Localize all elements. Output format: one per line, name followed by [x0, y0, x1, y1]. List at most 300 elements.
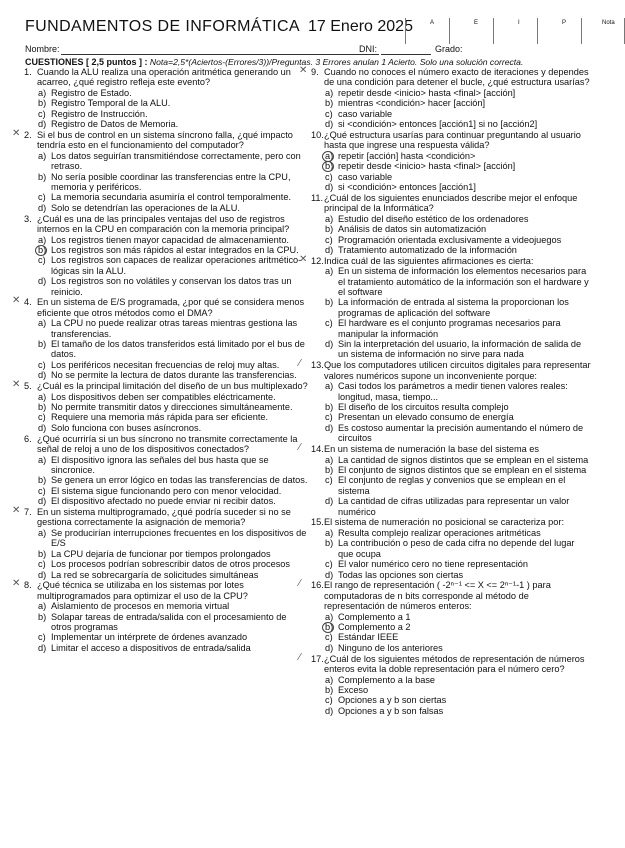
option-text: Se producirían interrupciones frecuentes en los dispositivos de E/S: [51, 527, 307, 549]
option-letter: b): [38, 171, 47, 182]
option-letter: a): [325, 150, 334, 161]
question-text: Que los computadores utilicen circuitos digitales para representar valores numéricos supone un inconveniente porque:: [324, 360, 591, 381]
option-letter: a): [38, 601, 47, 612]
question-4: [12, 295, 308, 381]
question-8: [12, 578, 308, 653]
option-letter: b): [38, 98, 47, 109]
option-text: No permite transmitir datos y direcciones simultáneamente.: [51, 402, 293, 412]
option-text: Registro de Estado.: [51, 87, 132, 98]
answer-option[interactable]: [311, 88, 591, 98]
answer-option[interactable]: [24, 98, 308, 108]
option-letter: d): [325, 244, 334, 255]
question-number: 7.: [24, 507, 32, 518]
option-text: Limitar el acceso a dispositivos de entrada/salida: [51, 642, 251, 653]
cuestiones-label: CUESTIONES [ 2,5 puntos ] :: [25, 57, 148, 67]
question-9: [299, 65, 591, 130]
option-text: Los registros son más rápidos al estar integrados en la CPU.: [51, 244, 299, 255]
question-6: [24, 434, 308, 507]
question-17: [299, 651, 591, 716]
question-stem: [311, 517, 591, 527]
grade-box: [405, 18, 625, 44]
question-number: 11.: [311, 192, 324, 203]
question-number: 6.: [24, 433, 32, 444]
answer-option[interactable]: [24, 360, 308, 370]
question-number: 2.: [24, 129, 32, 140]
question-text: Si el bus de control en un sistema síncrono falla, ¿qué impacto tendría esto en el funcionamiento del computador?: [37, 129, 293, 151]
question-stem: [311, 193, 591, 214]
option-text: repetir [acción] hasta <condición>: [338, 150, 476, 161]
option-text: si <condición> entonces [acción1] si no [acción2]: [338, 119, 538, 130]
question-number: 3.: [24, 213, 32, 224]
option-text: Los registros son capaces de realizar operaciones aritmético-lógicas sin la ALU.: [51, 255, 302, 276]
option-letter: c): [325, 695, 333, 706]
option-letter: c): [325, 108, 333, 119]
answer-option[interactable]: [24, 88, 308, 98]
option-text: Registro Temporal de la ALU.: [51, 98, 171, 109]
question-stem: [311, 580, 591, 611]
question-number: 8.: [24, 580, 32, 591]
question-text: El rango de representación ( -2ⁿ⁻¹ <= X <= 2ⁿ⁻¹-1 ) para computadoras de n bits corresponde al método de representación de números enteros:: [324, 580, 551, 612]
option-letter: c): [38, 559, 46, 570]
answer-option[interactable]: [24, 486, 308, 496]
question-14: [299, 442, 591, 517]
option-letter: d): [325, 705, 334, 716]
option-text: Tratamiento automatizado de la información: [338, 244, 517, 255]
option-letter: d): [325, 181, 334, 192]
option-text: Análisis de datos sin automatización: [338, 224, 487, 235]
option-text: Requiere una memoria más rápida para ser eficiente.: [51, 412, 269, 423]
question-12: [299, 253, 591, 360]
check-mark-icon: ✕: [12, 505, 21, 517]
answer-option[interactable]: [311, 685, 591, 695]
option-text: Implementar un intérprete de órdenes avanzado: [51, 632, 248, 643]
question-text: El sistema de numeración no posicional se caracteriza por:: [324, 517, 565, 528]
option-letter: b): [325, 161, 334, 172]
option-text: Casi todos los parámetros a medir tienen valores reales: longitud, masa, tiempo...: [338, 381, 568, 402]
grade-cell-i: [493, 18, 537, 44]
answer-option[interactable]: [311, 224, 591, 234]
cuestiones-rule: Nota=2,5*(Aciertos-(Errores/3))/Preguntas. 3 Errores anulan 1 Acierto. Solo una solución correcta.: [149, 57, 524, 67]
option-letter: b): [38, 548, 47, 559]
option-text: si <condición> entonces [acción1]: [338, 181, 476, 192]
answer-option[interactable]: [311, 266, 591, 297]
answer-option[interactable]: [24, 423, 308, 433]
option-letter: c): [325, 171, 333, 182]
question-number: 10.: [311, 129, 324, 140]
option-text: La red se sobrecargaría de solicitudes simultáneas: [51, 569, 259, 580]
option-text: repetir desde <inicio> hasta <final> [acción]: [338, 161, 516, 172]
answer-option[interactable]: [24, 276, 308, 297]
option-letter: c): [325, 559, 333, 570]
option-letter: c): [38, 255, 46, 266]
answer-option[interactable]: [311, 706, 591, 716]
option-letter: a): [325, 87, 334, 98]
answer-option[interactable]: [24, 192, 308, 202]
question-text: ¿Cuál es una de las principales ventajas del uso de registros internos en la CPU en comparación con la memoria principal?: [37, 213, 290, 235]
option-text: Ninguno de los anteriores: [338, 642, 443, 653]
option-text: Es costoso aumentar la precisión aumentando el número de circuitos: [338, 422, 584, 444]
answer-option[interactable]: [24, 318, 308, 339]
answer-option[interactable]: [311, 98, 591, 108]
question-stem: [311, 444, 591, 454]
option-letter: d): [325, 339, 334, 350]
answer-option[interactable]: [24, 245, 308, 255]
answer-option[interactable]: [311, 119, 591, 129]
question-number: 16.: [311, 580, 324, 591]
question-1: [24, 67, 308, 129]
grade-label-a: A: [430, 20, 435, 26]
question-text: Cuando la ALU realiza una operación aritmética generando un acarreo, ¿qué registro refleja este evento?: [37, 67, 291, 88]
question-stem: [311, 654, 591, 675]
option-text: El dispositivo ignora las señales del bus hasta que se sincronice.: [51, 454, 269, 475]
dni-label: DNI:: [359, 44, 377, 54]
option-text: Complemento a la base: [338, 674, 436, 685]
option-letter: d): [38, 370, 47, 381]
answer-option[interactable]: [311, 675, 591, 685]
option-text: En un sistema de información los elementos necesarios para el tratamiento automático de la información son el hardware y el software: [338, 266, 589, 298]
question-stem: [311, 360, 591, 381]
answer-option[interactable]: [311, 528, 591, 538]
question-number: 5.: [24, 381, 32, 392]
option-text: La CPU no puede realizar otras tareas mientras gestiona las transferencias.: [51, 318, 298, 339]
answer-option[interactable]: [24, 559, 308, 569]
option-letter: d): [325, 569, 334, 580]
option-letter: c): [38, 485, 46, 496]
option-text: caso variable: [338, 108, 393, 119]
answer-option[interactable]: [24, 370, 308, 380]
option-letter: c): [38, 108, 46, 119]
answer-option[interactable]: [24, 496, 308, 506]
option-letter: b): [325, 98, 334, 109]
option-text: Presentan un elevado consumo de energía: [338, 412, 514, 423]
question-15: [311, 517, 591, 579]
option-letter: b): [38, 339, 47, 350]
option-text: Complemento a 1: [338, 611, 411, 622]
option-letter: b): [38, 611, 47, 622]
option-letter: a): [38, 527, 47, 538]
option-letter: a): [38, 234, 47, 245]
option-text: La cantidad de signos distintos que se emplean en el sistema: [338, 454, 589, 465]
question-stem: [311, 256, 591, 266]
option-text: Aislamiento de procesos en memoria virtual: [51, 601, 230, 612]
answer-option[interactable]: [311, 182, 591, 192]
option-letter: b): [325, 538, 334, 549]
option-letter: b): [38, 244, 47, 255]
question-stem: [24, 507, 308, 528]
option-text: Estándar IEEE: [338, 632, 399, 643]
option-letter: b): [325, 464, 334, 475]
question-stem: [24, 434, 308, 455]
option-text: Se genera un error lógico en todas las transferencias de datos.: [51, 475, 308, 486]
cuestiones-heading: [25, 57, 523, 67]
question-stem: [311, 130, 591, 151]
answer-option[interactable]: [311, 381, 591, 402]
name-field[interactable]: [61, 54, 379, 55]
option-letter: c): [38, 412, 46, 423]
option-text: La cantidad de cifras utilizadas para representar un valor numérico: [338, 496, 570, 517]
question-text: Indica cuál de las siguientes afirmaciones es cierta:: [324, 255, 534, 266]
option-letter: b): [38, 402, 47, 412]
answer-option[interactable]: [311, 412, 591, 422]
option-letter: a): [325, 266, 334, 277]
option-letter: c): [325, 318, 333, 329]
answer-option[interactable]: [24, 601, 308, 611]
option-text: El conjunto de reglas y convenios que se emplean en el sistema: [338, 475, 566, 496]
option-text: El diseño de los circuitos resulta complejo: [338, 402, 509, 412]
option-text: Los registros son no volátiles y conservan los datos tras un reinicio.: [51, 276, 292, 297]
check-mark-icon: ✕: [12, 295, 21, 307]
question-number: 17.: [311, 653, 324, 664]
answer-option[interactable]: [311, 339, 591, 360]
option-text: Registro de Instrucción.: [51, 108, 148, 119]
answer-option[interactable]: [311, 559, 591, 569]
check-mark-icon: ✕: [12, 127, 21, 139]
answer-option[interactable]: [24, 235, 308, 245]
option-text: Los periféricos necesitan frecuencias de reloj muy altas.: [51, 359, 280, 370]
grade-label-e: E: [474, 20, 479, 26]
option-text: Los dispositivos deben ser compatibles eléctricamente.: [51, 391, 276, 402]
answer-option[interactable]: [24, 475, 308, 485]
option-letter: d): [38, 422, 47, 433]
option-text: La memoria secundaria asumiría el control temporalmente.: [51, 192, 292, 203]
option-letter: d): [38, 119, 47, 130]
name-label: Nombre:: [25, 44, 60, 54]
option-text: La información de entrada al sistema la proporcionan los programas de aplicación del software: [338, 297, 569, 318]
option-letter: a): [325, 454, 334, 465]
check-mark-icon: ✕: [299, 65, 308, 76]
option-letter: d): [325, 119, 334, 130]
question-number: 12.: [311, 255, 324, 266]
option-letter: b): [325, 622, 334, 633]
option-text: La CPU dejaría de funcionar por tiempos prolongados: [51, 548, 271, 559]
option-letter: a): [325, 381, 334, 392]
option-letter: b): [38, 475, 47, 486]
question-stem: [24, 67, 308, 88]
option-text: Solo se detendrían las operaciones de la ALU.: [51, 202, 240, 213]
answer-option[interactable]: [24, 570, 308, 580]
option-letter: d): [325, 642, 334, 653]
question-number: 4.: [24, 297, 32, 308]
answer-option[interactable]: [24, 255, 308, 276]
option-letter: a): [38, 454, 47, 465]
answer-option[interactable]: [24, 528, 308, 549]
grade-cell-nota: [581, 18, 625, 44]
answer-option[interactable]: [24, 172, 308, 193]
option-text: Solapar tareas de entrada/salida con el procesamiento de otros programas: [51, 611, 287, 633]
answer-option[interactable]: [311, 402, 591, 412]
question-number: 14.: [311, 444, 324, 455]
grade-cell-a: [405, 18, 449, 44]
grado-label: Grado:: [435, 44, 463, 54]
student-info-line: [25, 44, 585, 56]
answer-option[interactable]: [24, 632, 308, 642]
question-10: [311, 130, 591, 192]
answer-option[interactable]: [24, 612, 308, 633]
question-13: [299, 358, 591, 444]
answer-option[interactable]: [311, 161, 591, 171]
answer-option[interactable]: [311, 172, 591, 182]
option-text: Sin la interpretación del usuario, la información de salida de un sistema de información no sirve para nada: [338, 339, 582, 360]
option-text: La contribución o peso de cada cifra no depende del lugar que ocupa: [338, 538, 575, 559]
grade-label-p: P: [562, 20, 567, 26]
question-stem: [24, 214, 308, 235]
answer-option[interactable]: [311, 235, 591, 245]
question-text: En un sistema multiprogramado, ¿qué podría suceder si no se gestiona correctamente la asignación de memoria?: [37, 507, 291, 528]
option-letter: d): [38, 569, 47, 580]
answer-option[interactable]: [311, 632, 591, 642]
question-7: [12, 505, 308, 580]
question-text: Cuando no conoces el número exacto de iteraciones y dependes de una condición para detener el bucle, ¿qué estructura usarías?: [324, 67, 590, 88]
option-letter: d): [38, 496, 47, 507]
option-letter: d): [38, 642, 47, 653]
option-letter: d): [325, 496, 334, 507]
answer-option[interactable]: [311, 622, 591, 632]
check-mark-icon: ✕: [12, 578, 21, 590]
answer-option[interactable]: [24, 549, 308, 559]
answer-option[interactable]: [311, 612, 591, 622]
option-letter: c): [325, 632, 333, 643]
check-mark-icon: ⁄: [299, 651, 301, 663]
question-stem: [24, 130, 308, 151]
answer-option[interactable]: [24, 643, 308, 653]
question-number: 15.: [311, 517, 324, 528]
answer-option[interactable]: [311, 465, 591, 475]
option-letter: a): [325, 611, 334, 622]
question-5: [12, 379, 308, 433]
option-letter: c): [38, 359, 46, 370]
answer-option[interactable]: [24, 119, 308, 129]
option-letter: c): [38, 192, 46, 203]
question-16: [299, 578, 591, 653]
answer-option[interactable]: [311, 496, 591, 517]
option-letter: b): [325, 297, 334, 308]
option-letter: a): [38, 87, 47, 98]
answer-option[interactable]: [311, 423, 591, 444]
answer-option[interactable]: [311, 297, 591, 318]
exam-header: [25, 18, 615, 42]
question-number: 13.: [311, 360, 324, 371]
answer-option[interactable]: [311, 214, 591, 224]
option-text: Programación orientada exclusivamente a videojuegos: [338, 234, 562, 245]
option-text: El sistema sigue funcionando pero con menor velocidad.: [51, 485, 282, 496]
question-stem: [24, 381, 308, 391]
answer-option[interactable]: [24, 412, 308, 422]
option-text: Resulta complejo realizar operaciones aritméticas: [338, 527, 541, 538]
option-text: Los datos seguirían transmitiéndose correctamente, pero con retraso.: [51, 150, 301, 172]
answer-option[interactable]: [311, 245, 591, 255]
option-letter: d): [325, 422, 334, 433]
answer-option[interactable]: [311, 538, 591, 559]
answer-option[interactable]: [24, 339, 308, 360]
answer-option[interactable]: [311, 109, 591, 119]
dni-field[interactable]: [381, 54, 431, 55]
answer-option[interactable]: [24, 109, 308, 119]
option-text: No se permite la lectura de datos durante las transferencias.: [51, 370, 297, 381]
left-column: [12, 67, 308, 654]
option-letter: a): [325, 674, 334, 685]
answer-option[interactable]: [311, 455, 591, 465]
option-text: El dispositivo afectado no puede enviar ni recibir datos.: [51, 496, 276, 507]
option-letter: a): [325, 213, 334, 224]
check-mark-icon: ✕: [12, 379, 21, 391]
question-11: [311, 193, 591, 255]
question-number: 1.: [24, 67, 32, 77]
question-stem: [24, 297, 308, 318]
question-text: En un sistema de E/S programada, ¿por qué se considera menos eficiente que otros métodos como el DMA?: [37, 297, 305, 318]
answer-option[interactable]: [311, 570, 591, 580]
option-text: Opciones a y b son ciertas: [338, 695, 447, 706]
option-letter: c): [325, 234, 333, 245]
answer-option[interactable]: [24, 402, 308, 412]
option-text: mientras <condición> hacer [acción]: [338, 98, 486, 109]
check-mark-icon: ⁄: [299, 578, 301, 590]
question-text: ¿Qué técnica se utilizaba en los sistemas por lotes multiprogramados para optimizar el uso de la CPU?: [37, 580, 248, 601]
option-letter: c): [325, 412, 333, 423]
option-letter: a): [38, 150, 47, 161]
answer-option[interactable]: [24, 203, 308, 213]
option-letter: d): [38, 276, 47, 287]
option-letter: a): [325, 527, 334, 538]
option-text: El valor numérico cero no tiene representación: [338, 559, 528, 570]
option-letter: d): [38, 202, 47, 213]
option-text: El tamaño de los datos transferidos está limitado por el bus de datos.: [51, 339, 305, 360]
option-text: Complemento a 2: [338, 622, 411, 633]
option-text: Exceso: [338, 684, 369, 695]
option-text: Opciones a y b son falsas: [338, 705, 444, 716]
question-text: ¿Qué ocurriría si un bus síncrono no transmite correctamente la señal de reloj a uno de los dispositivos conectados?: [37, 433, 298, 455]
option-text: Todas las opciones son ciertas: [338, 569, 464, 580]
option-text: No sería posible coordinar las transferencias entre la CPU, memoria y periféricos.: [51, 171, 291, 192]
answer-option[interactable]: [311, 643, 591, 653]
right-column: [299, 65, 591, 717]
question-number: 9.: [311, 67, 319, 77]
option-text: Solo funciona con buses asíncronos.: [51, 422, 202, 433]
option-text: caso variable: [338, 171, 393, 182]
answer-option[interactable]: [24, 392, 308, 402]
exam-date: 17 Enero 2025: [308, 18, 413, 35]
option-text: El conjunto de signos distintos que se emplean en el sistema: [338, 464, 587, 475]
answer-option[interactable]: [311, 475, 591, 496]
question-text: ¿Cuál de los siguientes enunciados describe mejor el enfoque principal de la Informática?: [324, 192, 578, 214]
option-text: El hardware es el conjunto programas necesarios para manipular la información: [338, 318, 561, 339]
check-mark-icon: ✕: [299, 253, 308, 265]
option-text: repetir desde <inicio> hasta <final> [acción]: [338, 87, 516, 98]
exam-title: FUNDAMENTOS DE INFORMÁTICA: [25, 18, 301, 35]
answer-option[interactable]: [311, 318, 591, 339]
grade-label-i: I: [518, 20, 520, 26]
answer-option[interactable]: [311, 695, 591, 705]
option-letter: a): [38, 391, 47, 402]
option-text: Los registros tienen mayor capacidad de almacenamiento.: [51, 234, 289, 245]
option-letter: b): [325, 684, 334, 695]
answer-option[interactable]: [311, 151, 591, 161]
option-letter: b): [325, 402, 334, 412]
grade-cell-p: [537, 18, 581, 44]
question-stem: [311, 67, 591, 88]
option-text: Registro de Datos de Memoria.: [51, 119, 179, 130]
check-mark-icon: ⁄: [299, 358, 301, 370]
question-2: [12, 127, 308, 213]
question-text: ¿Cuál es la principal limitación del diseño de un bus multiplexado?: [37, 381, 308, 392]
option-text: Los procesos podrían sobrescribir datos de otros procesos: [51, 559, 291, 570]
check-mark-icon: ⁄: [299, 442, 301, 454]
answer-option[interactable]: [24, 151, 308, 172]
answer-option[interactable]: [24, 455, 308, 476]
question-stem: [24, 580, 308, 601]
option-letter: c): [325, 475, 333, 486]
question-3: [24, 214, 308, 297]
question-text: ¿Cuál de los siguientes métodos de representación de números enteros evita la doble representación para el número cero?: [324, 653, 585, 675]
